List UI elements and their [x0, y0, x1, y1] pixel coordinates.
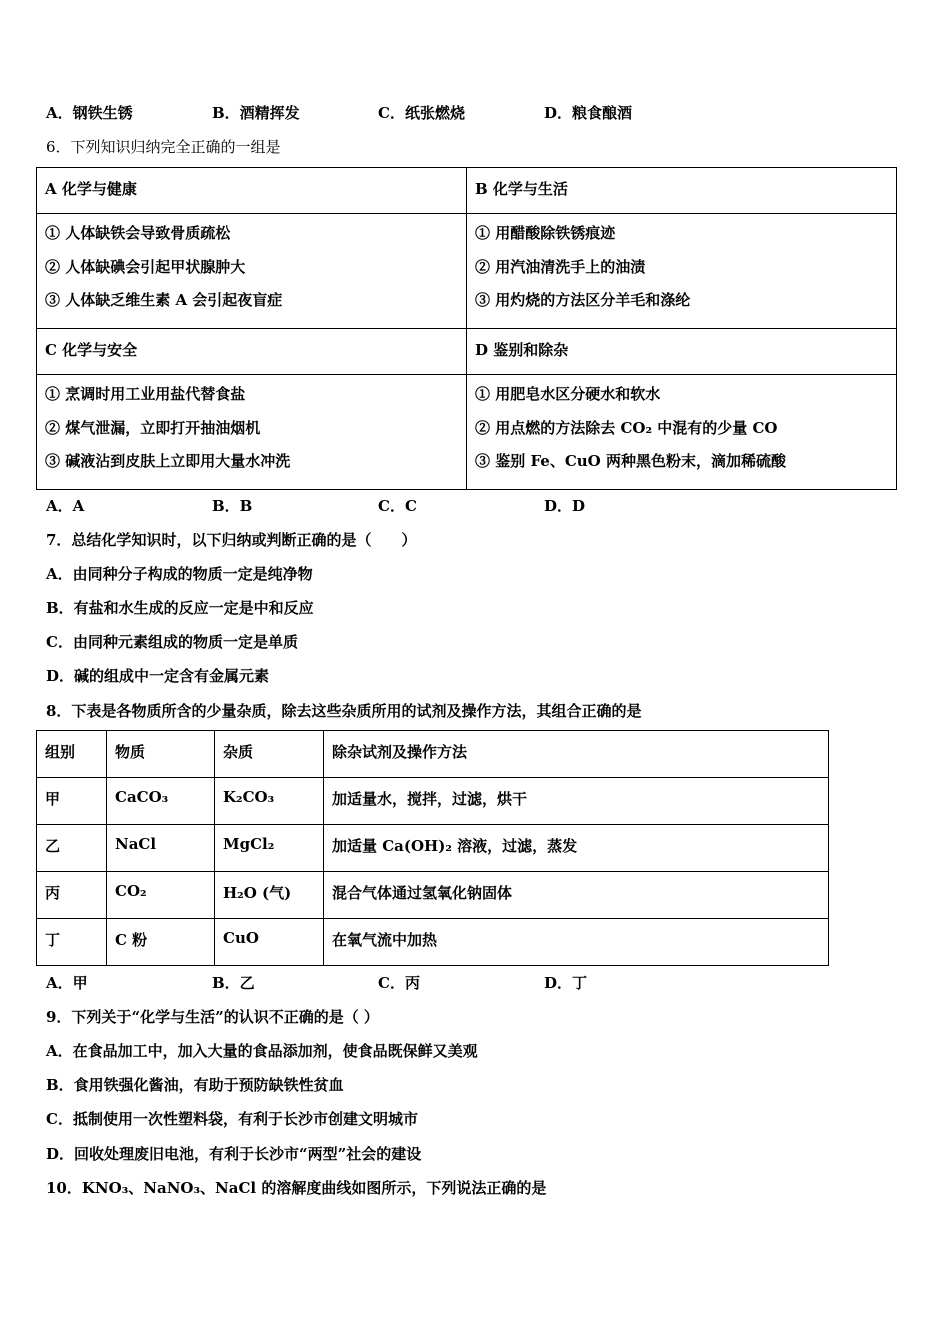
cell: 甲 [37, 778, 107, 825]
q7-option-a: A．由同种分子构成的物质一定是纯净物 [46, 565, 313, 583]
q9-option-c: C．抵制使用一次性塑料袋，有利于长沙市创建文明城市 [46, 1110, 418, 1128]
list-item: ③ 用灼烧的方法区分羊毛和涤纶 [475, 291, 691, 309]
cell-d-items [467, 375, 897, 490]
list-item: ② 人体缺碘会引起甲状腺肿大 [45, 257, 246, 276]
cell: C 粉 [107, 919, 215, 966]
q9-stem: 9．下列关于“化学与生活”的认识不正确的是（ ） [46, 1008, 379, 1026]
option-d: D．D [544, 497, 586, 515]
q8-stem: 8．下表是各物质所含的少量杂质，除去这些杂质所用的试剂及操作方法，其组合正确的是 [46, 702, 642, 720]
cell: CaCO₃ [107, 778, 215, 825]
q6-options [46, 495, 710, 516]
q9-option-a: A．在食品加工中，加入大量的食品添加剂，使食品既保鲜又美观 [46, 1042, 478, 1060]
table-row [37, 919, 829, 966]
cell-d-head: D 鉴别和除杂 [467, 329, 897, 375]
list-item: ③ 人体缺乏维生素 A 会引起夜盲症 [45, 291, 283, 309]
q6-stem: 6．下列知识归纳完全正确的一组是 [46, 138, 281, 156]
table-row [37, 872, 829, 919]
option-c: C．丙 [378, 974, 420, 992]
table-row [37, 214, 897, 329]
list-item: ① 烹调时用工业用盐代替食盐 [45, 385, 246, 403]
q7-option-b: B．有盐和水生成的反应一定是中和反应 [46, 599, 314, 617]
cell: 丁 [37, 919, 107, 966]
cell: CuO [215, 919, 324, 966]
list-item: ② 煤气泄漏，立即打开抽油烟机 [45, 418, 261, 437]
cell-b-items [467, 214, 897, 329]
option-b: B．酒精挥发 [212, 104, 300, 122]
table-row [37, 329, 897, 375]
option-b: B．乙 [212, 974, 255, 992]
cell: CO₂ [107, 872, 215, 919]
table-header-row [37, 731, 829, 778]
option-a: A．钢铁生锈 [46, 104, 133, 122]
option-c: C．C [378, 497, 417, 515]
q9-option-b: B．食用铁强化酱油，有助于预防缺铁性贫血 [46, 1076, 344, 1094]
header-method: 除杂试剂及操作方法 [324, 731, 829, 778]
q9-option-d: D．回收处理废旧电池，有利于长沙市“两型”社会的建设 [46, 1145, 422, 1163]
q10-stem: 10．KNO₃、NaNO₃、NaCl 的溶解度曲线如图所示，下列说法正确的是 [46, 1179, 547, 1197]
q8-options [46, 972, 710, 993]
cell: K₂CO₃ [215, 778, 324, 825]
cell-b-head: B 化学与生活 [467, 168, 897, 214]
q6-table [36, 167, 897, 490]
q8-table [36, 730, 829, 966]
cell: MgCl₂ [215, 825, 324, 872]
cell: H₂O (气) [215, 872, 324, 919]
cell: 乙 [37, 825, 107, 872]
header-substance: 物质 [107, 731, 215, 778]
cell: 混合气体通过氢氧化钠固体 [324, 872, 829, 919]
list-item: ② 用汽油清洗手上的油渍 [475, 257, 646, 276]
header-impurity: 杂质 [215, 731, 324, 778]
list-item: ① 用肥皂水区分硬水和软水 [475, 385, 661, 403]
list-item: ③ 碱液沾到皮肤上立即用大量水冲洗 [45, 452, 291, 470]
option-c: C．纸张燃烧 [378, 104, 465, 122]
cell-c-items [37, 375, 467, 490]
table-row [37, 375, 897, 490]
header-group: 组别 [37, 731, 107, 778]
q7-option-c: C．由同种元素组成的物质一定是单质 [46, 633, 298, 651]
table-row [37, 825, 829, 872]
cell-a-head: A 化学与健康 [37, 168, 467, 214]
option-d: D．粮食酿酒 [544, 104, 633, 122]
option-d: D．丁 [544, 974, 588, 992]
cell: 在氧气流中加热 [324, 919, 829, 966]
table-row [37, 778, 829, 825]
cell-a-items [37, 214, 467, 329]
cell: 丙 [37, 872, 107, 919]
list-item: ② 用点燃的方法除去 CO₂ 中混有的少量 CO [475, 418, 778, 437]
table-row [37, 168, 897, 214]
option-b: B．B [212, 497, 253, 515]
cell: NaCl [107, 825, 215, 872]
cell: 加适量 Ca(OH)₂ 溶液，过滤，蒸发 [324, 825, 829, 872]
cell: 加适量水，搅拌，过滤，烘干 [324, 778, 829, 825]
q7-stem: 7．总结化学知识时，以下归纳或判断正确的是（ ） [46, 531, 417, 549]
list-item: ① 人体缺铁会导致骨质疏松 [45, 224, 231, 242]
cell-c-head: C 化学与安全 [37, 329, 467, 375]
q5-options [46, 102, 710, 123]
option-a: A．甲 [46, 974, 88, 992]
list-item: ① 用醋酸除铁锈痕迹 [475, 224, 616, 242]
option-a: A．A [46, 497, 85, 515]
q7-option-d: D．碱的组成中一定含有金属元素 [46, 667, 270, 685]
list-item: ③ 鉴别 Fe、CuO 两种黑色粉末，滴加稀硫酸 [475, 452, 786, 470]
